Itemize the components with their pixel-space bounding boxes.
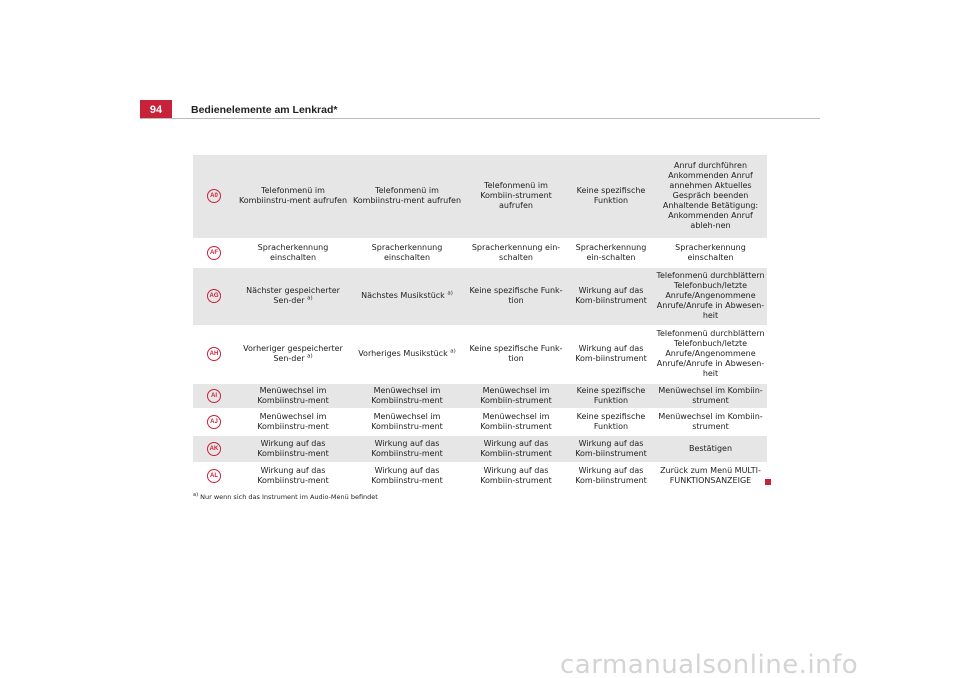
table-cell: Spracherkennung einschalten bbox=[654, 238, 767, 267]
table-cell: Spracherkennung einschalten bbox=[236, 238, 350, 267]
table-cell: Menüwechsel im Kombiinstru-ment bbox=[350, 408, 464, 435]
table-cell: Wirkung auf das Kombiin-strument bbox=[464, 435, 568, 462]
footnote-text: Nur wenn sich das Instrument im Audio-Menü befindet bbox=[200, 493, 378, 501]
footnote-marker: a) bbox=[193, 491, 199, 498]
table-cell: Keine spezifische Funk-tion bbox=[464, 267, 568, 325]
table-row bbox=[193, 267, 767, 325]
table-cell: Vorheriges Musikstück $^{a)}$ bbox=[350, 325, 464, 383]
section-end-marker bbox=[765, 479, 771, 485]
table-cell: Nächster gespeicherter Sen-der $^{a)}$ bbox=[236, 267, 350, 325]
table-cell: Wirkung auf das Kom-biinstrument bbox=[568, 267, 654, 325]
table-cell: Menüwechsel im Kombiin-strument bbox=[464, 383, 568, 408]
key-badge: AJ bbox=[207, 415, 221, 429]
table-cell: Nächstes Musikstück $^{a)}$ bbox=[350, 267, 464, 325]
table-cell: Anruf durchführen Ankommenden Anruf annehmen Aktuelles Gespräch beenden Anhaltende Betätigung: Ankommenden Anruf ableh-nen bbox=[654, 155, 767, 238]
table-cell: Wirkung auf das Kombiinstru-ment bbox=[236, 435, 350, 462]
table-cell: Bestätigen bbox=[654, 435, 767, 462]
key-badge: AL bbox=[207, 469, 221, 483]
table-cell: Menüwechsel im Kombiin-strument bbox=[654, 383, 767, 408]
key-badge: A0 bbox=[207, 189, 221, 203]
page-title: Bedienelemente am Lenkrad* bbox=[191, 104, 338, 116]
table-cell: Menüwechsel im Kombiin-strument bbox=[654, 408, 767, 435]
table-row bbox=[193, 408, 767, 435]
table-cell: Wirkung auf das Kom-biinstrument bbox=[568, 435, 654, 462]
table-cell: Spracherkennung ein-schalten bbox=[464, 238, 568, 267]
key-badge: AH bbox=[207, 347, 221, 361]
table-cell: Keine spezifische Funktion bbox=[568, 408, 654, 435]
table-row bbox=[193, 325, 767, 383]
table-cell: Spracherkennung einschalten bbox=[350, 238, 464, 267]
table-cell: Telefonmenü im Kombiinstru-ment aufrufen bbox=[236, 155, 350, 238]
key-badge: AI bbox=[207, 389, 221, 403]
table-cell: Menüwechsel im Kombiinstru-ment bbox=[236, 383, 350, 408]
key-badge: AF bbox=[207, 246, 221, 260]
table-row bbox=[193, 383, 767, 408]
table-cell: Spracherkennung ein-schalten bbox=[568, 238, 654, 267]
table-cell: Wirkung auf das Kombiinstru-ment bbox=[350, 462, 464, 489]
table-cell: Vorheriger gespeicherter Sen-der $^{a)}$ bbox=[236, 325, 350, 383]
table-cell: Menüwechsel im Kombiin-strument bbox=[464, 408, 568, 435]
table-cell: Telefonmenü im Kombiin-strument aufrufen bbox=[464, 155, 568, 238]
table-cell: Zurück zum Menü MULTI-FUNKTIONSANZEIGE bbox=[654, 462, 767, 489]
key-badge: AK bbox=[207, 442, 221, 456]
table-cell: Keine spezifische Funk-tion bbox=[464, 325, 568, 383]
steering-controls-table bbox=[193, 155, 767, 490]
header-divider bbox=[140, 118, 820, 119]
table-cell: Telefonmenü durchblättern Telefonbuch/letzte Anrufe/Angenommene Anrufe/Anrufe in Abwesen-heit bbox=[654, 325, 767, 383]
page-number: 94 bbox=[140, 100, 172, 119]
key-badge: AG bbox=[207, 289, 221, 303]
table-row bbox=[193, 462, 767, 489]
table-cell: Wirkung auf das Kom-biinstrument bbox=[568, 325, 654, 383]
watermark: carmanualsonline.info bbox=[560, 650, 859, 678]
table-row bbox=[193, 238, 767, 267]
table-cell: Telefonmenü durchblättern Telefonbuch/letzte Anrufe/Angenommene Anrufe/Anrufe in Abwesen-heit bbox=[654, 267, 767, 325]
table-cell: Menüwechsel im Kombiinstru-ment bbox=[350, 383, 464, 408]
table-cell: Wirkung auf das Kombiinstru-ment bbox=[350, 435, 464, 462]
table-cell: Menüwechsel im Kombiinstru-ment bbox=[236, 408, 350, 435]
table-cell: Telefonmenü im Kombiinstru-ment aufrufen bbox=[350, 155, 464, 238]
table-cell: Keine spezifische Funktion bbox=[568, 383, 654, 408]
table-cell: Wirkung auf das Kombiinstru-ment bbox=[236, 462, 350, 489]
table-cell: Wirkung auf das Kom-biinstrument bbox=[568, 462, 654, 489]
footnote bbox=[193, 493, 378, 501]
table-cell: Keine spezifische Funktion bbox=[568, 155, 654, 238]
table-cell: Wirkung auf das Kombiin-strument bbox=[464, 462, 568, 489]
table-row bbox=[193, 155, 767, 238]
table-row bbox=[193, 435, 767, 462]
